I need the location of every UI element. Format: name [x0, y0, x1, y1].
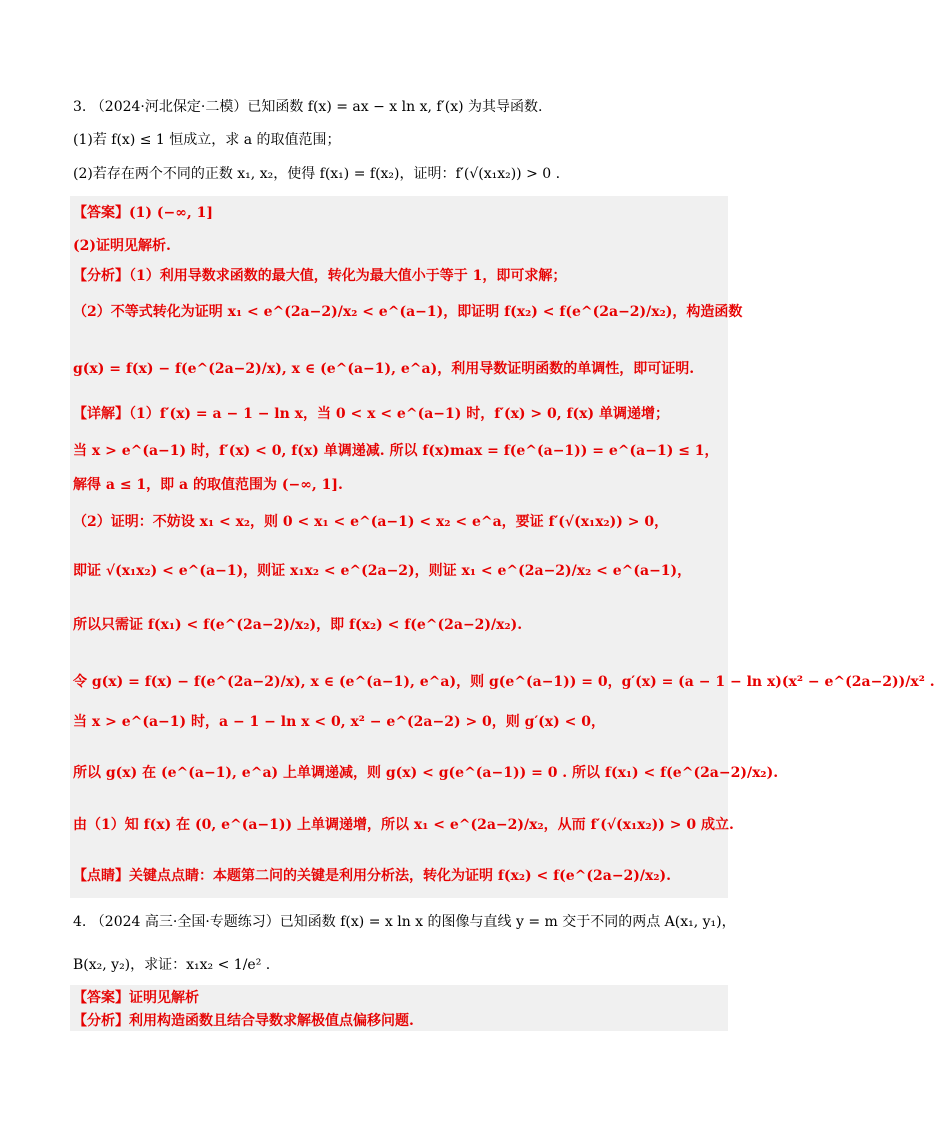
detail-line-3: 解得 a ≤ 1，即 a 的取值范围为 (−∞, 1].: [73, 477, 343, 493]
analysis-line-2: （2）不等式转化为证明 x₁ < e^(2a−2)/x₂ < e^(a−1)，即证明 f(x₂) < f(e^(2a−2)/x₂)，构造函数: [73, 304, 743, 320]
answer-line-1: 【答案】(1) (−∞, 1]: [73, 205, 213, 221]
problem3-stem: 3. （2024·河北保定·二模）已知函数 f(x) = ax − x ln x, f′(x) 为其导函数.: [73, 99, 543, 115]
problem4-stem-1: 4. （2024 高三·全国·专题练习）已知函数 f(x) = x ln x 的图像与直线 y = m 交于不同的两点 A(x₁, y₁)，: [73, 914, 736, 930]
detail-line-10: 由（1）知 f(x) 在 (0, e^(a−1)) 上单调递增，所以 x₁ < e^(2a−2)/x₂，从而 f′(√(x₁x₂)) > 0 成立.: [73, 817, 734, 833]
problem4-stem-2: B(x₂, y₂)，求证：x₁x₂ < 1/e² .: [73, 957, 271, 973]
detail-line-9: 所以 g(x) 在 (e^(a−1), e^a) 上单调递减，则 g(x) < g(e^(a−1)) = 0 . 所以 f(x₁) < f(e^(2a−2)/x₂).: [73, 765, 779, 781]
problem4-analysis: 【分析】利用构造函数且结合导数求解极值点偏移问题.: [73, 1013, 414, 1029]
detail-line-2: 当 x > e^(a−1) 时，f′(x) < 0, f(x) 单调递减. 所以 f(x)max = f(e^(a−1)) = e^(a−1) ≤ 1，: [73, 443, 719, 459]
analysis-line-1: 【分析】（1）利用导数求函数的最大值，转化为最大值小于等于 1，即可求解；: [73, 268, 567, 284]
detail-line-7: 令 g(x) = f(x) − f(e^(2a−2)/x), x ∈ (e^(a−1), e^a)，则 g(e^(a−1)) = 0，g′(x) = (a − 1 − ln x)(x² − e^(2a−2))/x² .: [73, 674, 935, 690]
analysis-line-3: g(x) = f(x) − f(e^(2a−2)/x), x ∈ (e^(a−1), e^a)，利用导数证明函数的单调性，即可证明.: [73, 361, 695, 377]
problem3-part2: (2)若存在两个不同的正数 x₁, x₂，使得 f(x₁) = f(x₂)，证明：f′(√(x₁x₂)) > 0 .: [73, 166, 561, 182]
detail-line-1: 【详解】（1）f′(x) = a − 1 − ln x，当 0 < x < e^(a−1) 时，f′(x) > 0, f(x) 单调递增；: [73, 406, 670, 422]
answer-line-2: (2)证明见解析.: [73, 238, 171, 254]
detail-line-8: 当 x > e^(a−1) 时，a − 1 − ln x < 0, x² − e^(2a−2) > 0，则 g′(x) < 0，: [73, 714, 605, 730]
comment-line: 【点睛】关键点点睛：本题第二问的关键是利用分析法，转化为证明 f(x₂) < f(e^(2a−2)/x₂).: [73, 868, 672, 884]
detail-line-5: 即证 √(x₁x₂) < e^(a−1)，则证 x₁x₂ < e^(2a−2)，则证 x₁ < e^(2a−2)/x₂ < e^(a−1)，: [73, 563, 692, 579]
detail-line-6: 所以只需证 f(x₁) < f(e^(2a−2)/x₂)，即 f(x₂) < f(e^(2a−2)/x₂).: [73, 617, 523, 633]
problem3-part1: (1)若 f(x) ≤ 1 恒成立，求 a 的取值范围；: [73, 132, 341, 148]
detail-line-4: （2）证明：不妨设 x₁ < x₂，则 0 < x₁ < e^(a−1) < x₂ < e^a，要证 f′(√(x₁x₂)) > 0，: [73, 514, 669, 530]
problem4-answer: 【答案】证明见解析: [73, 990, 199, 1006]
